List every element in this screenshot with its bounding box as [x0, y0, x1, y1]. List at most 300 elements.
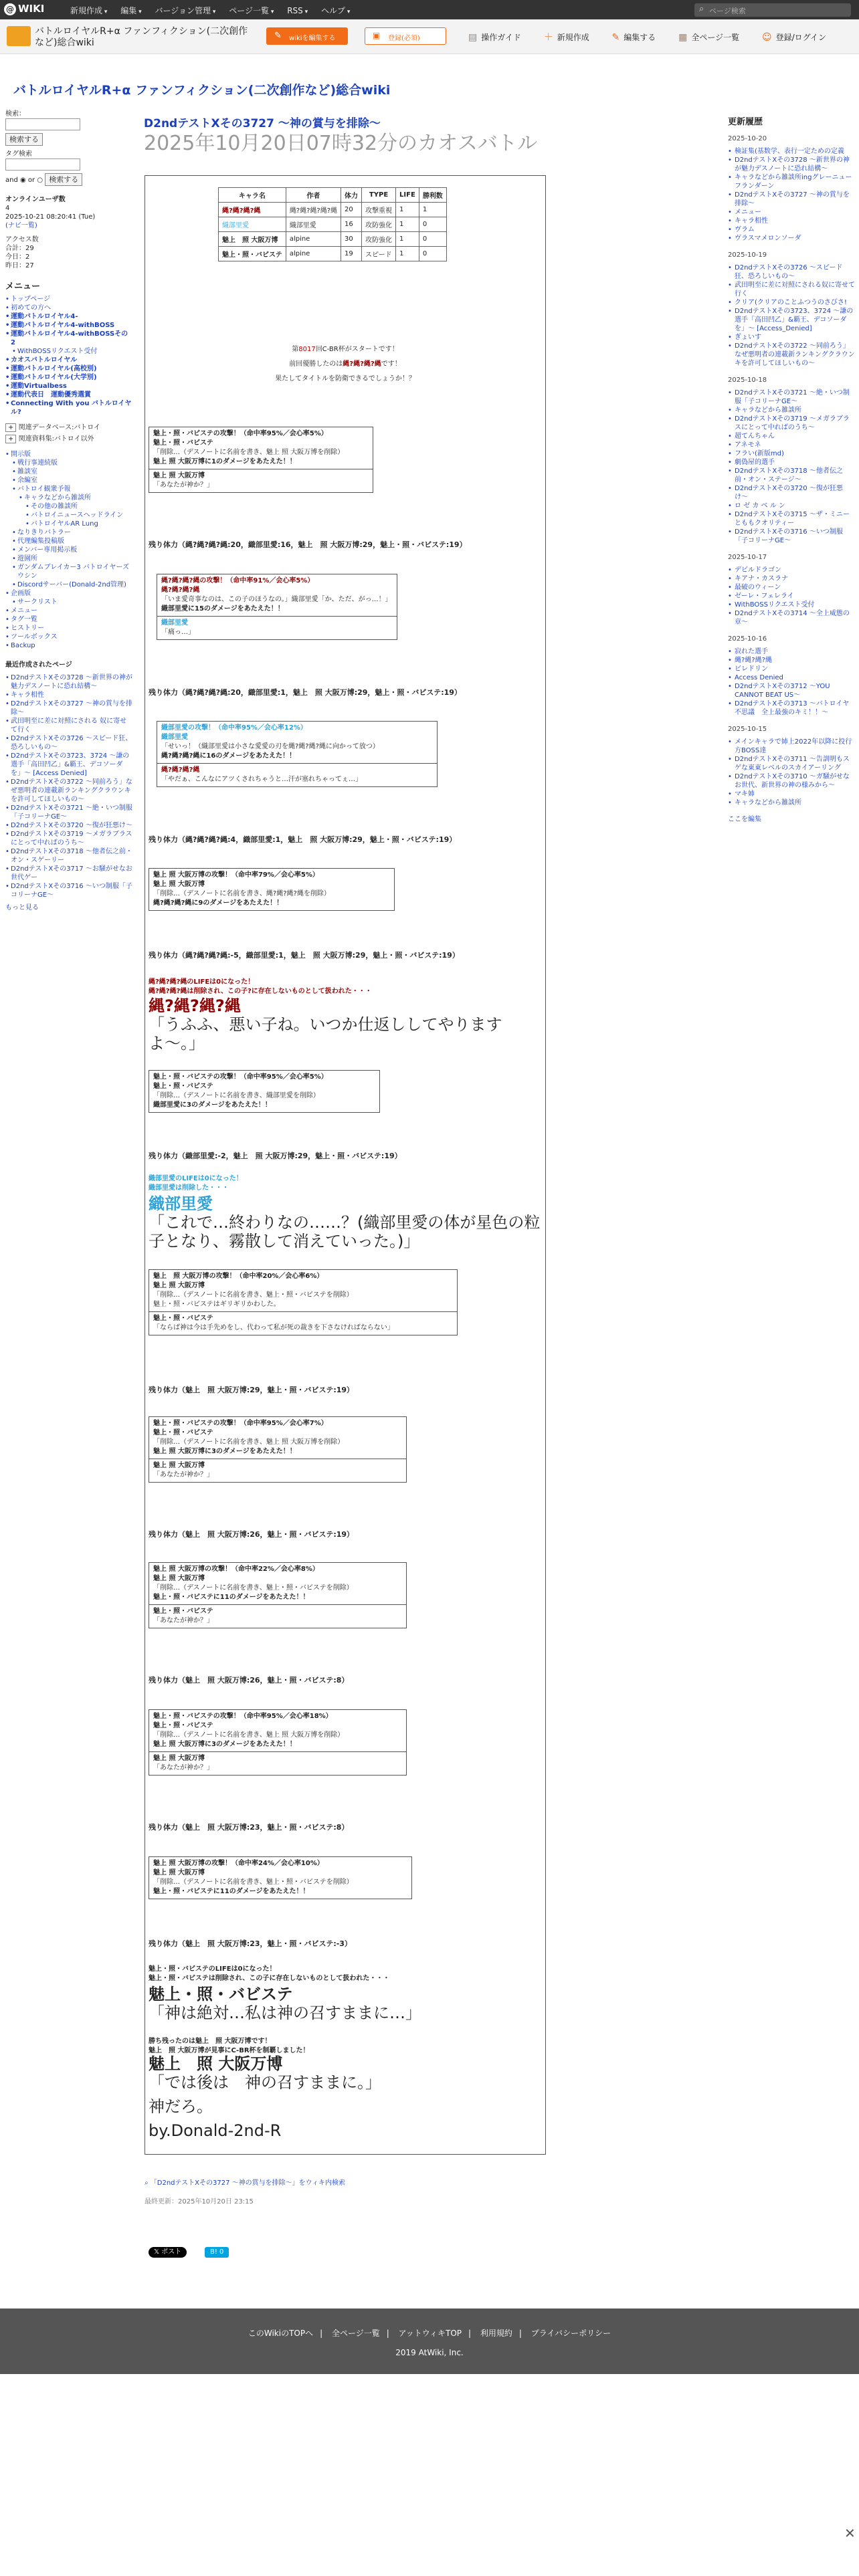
menu-pages[interactable]: ページ一覧 ▾ — [229, 6, 274, 15]
menu-help[interactable]: ヘルプ ▾ — [321, 6, 350, 15]
tree-item: • 企画版 — [5, 589, 132, 598]
history-item[interactable]: • 検証集(基数学、表行一定ための定義 — [728, 147, 855, 156]
character-quote: 「うふふ、悪い子ね。いつか仕返ししてやりますよ〜。」 — [149, 1015, 502, 1053]
turn-box — [149, 1856, 412, 1899]
history-date: 2025-10-19 — [728, 251, 767, 259]
turn-box — [157, 574, 397, 640]
tree-item: • 遊園所 — [12, 554, 132, 563]
menu-link[interactable]: トップページ — [11, 296, 51, 303]
history-item[interactable]: • D2ndテストXその3727 〜神の賞与を排除〜 — [728, 191, 855, 208]
turn-line: 魅上・照・バビステ — [153, 1083, 213, 1090]
users-icon: ☺ — [761, 32, 772, 43]
tree-item: • 開示版 — [5, 450, 132, 459]
history-item[interactable]: • Access Denied — [728, 673, 855, 682]
tree-item: • ガンダムブレイカー3 バトロイヤーズウシン — [12, 563, 132, 580]
recent-item: • D2ndテストXその3728 〜新世界の神が魅力デスノートに恐れ結構～ — [5, 673, 132, 691]
expand-icon[interactable]: + — [5, 423, 16, 432]
history-item[interactable]: • フラい(新版md) — [728, 449, 855, 458]
menu-link[interactable]: 初めての方へ — [11, 304, 51, 312]
access-total: 合計：29 — [5, 245, 34, 252]
book-icon: ▤ — [468, 32, 478, 43]
history-item[interactable]: • 武田明至に差に対照にされる奴に寄せて行く — [728, 281, 855, 298]
turn-line: 魅上・照・バビステの攻撃！（命中率95%／会心率18%） — [153, 1713, 332, 1720]
turn-line: 「あなたが神か？」 — [153, 1764, 213, 1772]
turn-box — [149, 1562, 407, 1628]
new-link[interactable]: ＋ 新規作成 — [543, 32, 589, 43]
turn-line: 魅上・照・バビステはギリギリかわした。 — [153, 1301, 280, 1308]
history-item[interactable]: • メニュー — [728, 208, 855, 217]
menu-link[interactable]: 運動代表日 運動優秀選賞 — [11, 391, 91, 399]
menu-item — [12, 347, 132, 356]
history-item[interactable]: • マキ姉 — [728, 790, 855, 798]
tool-item: • Backup — [5, 641, 132, 650]
character-name: 魅上 照 大阪万博 — [149, 2054, 283, 2073]
tree-list — [5, 450, 132, 607]
edit-here-link[interactable]: ここを編集 — [728, 816, 761, 823]
turn-box — [149, 427, 373, 493]
wiki-icon[interactable] — [7, 26, 31, 46]
hp-line: 残り体力（魅上 照 大阪万博:29，魅上・照・バビステ:19） — [149, 1386, 355, 1394]
history-date: 2025-10-20 — [728, 135, 767, 142]
history-item[interactable]: • クリア(クリアのことふつうのさびさ! — [728, 298, 855, 307]
roster-cell: 1 — [396, 232, 419, 247]
tool-item: • メニュー — [5, 607, 132, 615]
history-item[interactable]: • D2ndテストXその3721 〜絶・いつ制服「子コリーナGE〜 — [728, 389, 855, 406]
tree-item: • 代理編集投稿版 — [12, 537, 132, 546]
turn-line: 魅上 照 大阪万博 — [153, 1869, 205, 1876]
menu-item — [5, 364, 132, 373]
turn-line: 「あなたが神か？」 — [153, 1617, 213, 1624]
menu-link[interactable]: 運動バトルロイヤル4-withBOSS — [11, 322, 115, 329]
turn-line: 魅上 照 大阪万博の攻撃！（命中率22%／会心率8%） — [153, 1566, 319, 1573]
turn-line: 織部里愛 — [161, 619, 188, 627]
turn-line: 魅上・照・バビステの攻撃！（命中率95%／会心率5%） — [153, 1073, 328, 1081]
search-button[interactable]: 検索する — [5, 133, 43, 146]
roster-cell: 16 — [341, 217, 362, 232]
footer-link[interactable]: このWikiのTOPへ — [248, 2329, 314, 2338]
wiki-search-link[interactable]: ⌕ 「D2ndテストXその3727 〜神の賞与を排除〜」をウィキ内検索 — [145, 2179, 346, 2187]
tree-item: • メンバー専用掲示板 — [12, 546, 132, 554]
and-radio[interactable]: and — [5, 177, 18, 184]
history-item[interactable]: • D2ndテストXその3720 〜復が狂悪け〜 — [728, 484, 855, 502]
footer-link[interactable]: アットウィキTOP — [398, 2329, 462, 2338]
history-item[interactable]: • キャラ相性 — [728, 217, 855, 225]
turn-line: 魅上・照・バビステ — [153, 439, 213, 447]
online-count: 4 — [5, 205, 10, 212]
roster-cell: 1 — [419, 203, 446, 217]
nav-list-link[interactable]: (ナビ一覧) — [5, 222, 37, 229]
menu-item — [5, 356, 132, 364]
turn-line: 魅上 照 大阪万博に3のダメージをあたえた！！ — [153, 1741, 296, 1748]
turn-line: 魅上 照 大阪万博の攻撃！（命中率79%／会心率5%） — [153, 871, 319, 879]
page-search-input[interactable]: ⌕ ページ検索 — [694, 3, 851, 17]
recent-item: • 武田明至に差に対照にされる 奴に寄せて行く — [5, 717, 132, 734]
tool-item: • ツールボックス — [5, 633, 132, 641]
roster-header: TYPE — [362, 188, 396, 203]
roster-cell: alpine — [286, 232, 341, 247]
history-item[interactable]: • キャラなどから雑談所ingグレーニューフランダーン — [728, 173, 855, 191]
menu-link[interactable]: カオスバトルロイヤル — [11, 356, 78, 364]
recent-list — [5, 673, 132, 899]
turn-line: 魅上 照 大阪万博の攻撃！（命中率24%／会心率10%） — [153, 1860, 324, 1867]
history-item[interactable]: • D2ndテストXその3711 〜告訓明もスゲな東東レベルのスカイアーリング — [728, 755, 855, 772]
menu-link[interactable]: 運動バトルロイヤル4-withBOSSその2 — [11, 330, 128, 346]
roster-cell: 攻防強化 — [362, 232, 396, 247]
history-item[interactable]: • D2ndテストXその3719 〜メガラブラスにとって中ればのうち〜 — [728, 415, 855, 432]
history-date: 2025-10-15 — [728, 726, 767, 733]
footer-links: このWikiのTOPへ | 全ページ一覧 | アットウィキTOP | 利用規約 | プライバシーポリシー — [248, 2329, 611, 2338]
history-date: 2025-10-18 — [728, 377, 767, 384]
history-item[interactable]: • ビレドリン — [728, 665, 855, 673]
history-item[interactable]: • D2ndテストXその3714 〜全上威態の章〜 — [728, 609, 855, 627]
menu-rss[interactable]: RSS ▾ — [287, 6, 308, 15]
roster-cell: 0 — [419, 217, 446, 232]
hp-line: 残り体力（織部里愛:-2，魅上 照 大阪万博:29，魅上・照・バビステ:19） — [149, 1152, 402, 1160]
top-navbar — [0, 0, 859, 19]
atwiki-logo[interactable]: @ WIKI — [4, 3, 44, 15]
menu-item — [5, 330, 132, 347]
history-list — [728, 147, 855, 243]
recent-item: • キャラ相性 — [5, 691, 132, 700]
character-name: 縄?縄?縄?縄 — [149, 996, 241, 1015]
turn-line: 織部里愛に15のダメージをあたえた！！ — [161, 605, 284, 613]
recent-title: 最近作成されたページ — [5, 661, 72, 669]
edit-link[interactable]: ✎ 編集する — [611, 32, 656, 43]
intro-line-3: 果たしてタイトルを防衛できるでしょうか！？ — [275, 375, 415, 383]
turn-line: 魅上 照 大阪万博に1のダメージをあたえた！！ — [153, 458, 296, 465]
turn-line: 「せいっ！（織部里愛は小さな愛愛の刃を縄?縄?縄?縄に向かって放つ） — [161, 743, 379, 750]
table-row — [219, 217, 447, 232]
roster-cell: 魅上・照・バビステ — [219, 247, 286, 261]
hp-line: 残り体力（魅上 照 大阪万博:23，魅上・照・バビステ:8） — [149, 1823, 349, 1832]
menu-link[interactable]: 運動バトルロイヤル(大学別) — [11, 374, 97, 381]
roster-header: LIFE — [396, 188, 419, 203]
turn-box — [149, 1709, 407, 1776]
turn-line: 魅上・照・バビステ — [153, 1315, 213, 1322]
turn-line: 魅上・照・バビステに11のダメージをあたえた！！ — [153, 1594, 310, 1601]
copyright: 2019 AtWiki, Inc. — [395, 2348, 464, 2357]
menu-item — [5, 295, 132, 304]
death-text: 縄?縄?縄?縄のLIFEは0になった！ 縄?縄?縄?縄は削除され、この子?に存在しないものとして扱われた・・・ — [149, 978, 372, 995]
turn-box — [149, 1070, 380, 1113]
tag-search-input[interactable] — [5, 158, 80, 171]
menu-link[interactable]: Connecting With you バトルロイヤル? — [11, 400, 132, 416]
tool-item: • タグ一覧 — [5, 615, 132, 624]
tree-item: • キャラなどから雑談所 — [19, 494, 132, 502]
x-icon: 𝕏 — [154, 2248, 162, 2256]
roster-table — [218, 187, 447, 261]
footer-link[interactable]: 全ページ一覧 — [331, 2329, 380, 2338]
roster-cell: 30 — [341, 232, 362, 247]
history-item[interactable]: • デビルドラゴン — [728, 566, 855, 574]
menu-item — [5, 304, 132, 312]
roster-header: 体力 — [341, 188, 362, 203]
history-item[interactable]: • D2ndテストXその3718 〜他者伝之前・オン・ステージ〜 — [728, 467, 855, 484]
history-item[interactable]: • D2ndテストXその3716 〜いつ制服「子コリーナGE〜 — [728, 528, 855, 545]
hp-line: 残り体力（魅上 照 大阪万博:26，魅上・照・バビステ:19） — [149, 1530, 355, 1539]
turn-line: 「削除…（デスノートに名前を書き、魅上 照 大阪万博を削除） — [153, 1731, 345, 1739]
tree-item: • バトロイヤルAR Lung — [25, 520, 132, 528]
menu-link[interactable]: WithBOSSリクエスト受付 — [17, 348, 98, 355]
history-item[interactable]: • キアナ・カスラナ — [728, 574, 855, 583]
right-sidebar — [728, 118, 855, 824]
hp-line: 残り体力（魅上 照 大阪万博:26，魅上・照・バビステ:8） — [149, 1676, 349, 1685]
turn-line: 織部里愛の攻撃！（命中率95%／会心率12%） — [161, 724, 307, 732]
expand-icon[interactable]: + — [5, 435, 16, 443]
roster-cell: 0 — [419, 247, 446, 261]
roster-cell: alpine — [286, 247, 341, 261]
guide-link[interactable]: ▤ 操作ガイド — [468, 32, 521, 43]
history-item[interactable]: • アネモネ — [728, 441, 855, 449]
history-item[interactable]: • D2ndテストXその3710 〜ガ騒がせなお世代、新世界の神の様みから〜 — [728, 772, 855, 790]
recent-item: • D2ndテストXその3716 〜いつ制服「子コリーナGE〜 — [5, 882, 132, 899]
roster-cell: 攻撃重視 — [362, 203, 396, 217]
recent-item: • D2ndテストXその3723、3724 〜謙の選手「高田凹乙」&覇王、デコソーダを」～ [Access Denied] — [5, 752, 132, 778]
intro-line-1: 第8017回C-BR杯がスタートです！ — [292, 346, 399, 353]
history-list — [728, 263, 855, 368]
recent-item: • D2ndテストXその3721 〜絶・いつ制服「子コリーナGE〜 — [5, 804, 132, 821]
login-link[interactable]: ☺ 登録/ログイン — [761, 32, 827, 43]
menu-item — [5, 382, 132, 391]
turn-line: 魅上 照 大阪万博 — [153, 1462, 205, 1469]
turn-box — [149, 868, 395, 911]
roster-cell: 織部里愛 — [286, 217, 341, 232]
turn-line: 縄?縄?縄?縄の攻撃！（命中率91%／会心率5%） — [161, 577, 314, 584]
tree-item: • その他の雑談所 — [25, 502, 132, 511]
recent-item: • D2ndテストXその3718 〜他者伝之前・オン・スゲーリー — [5, 847, 132, 865]
roster-header-row — [219, 188, 447, 203]
signature: by.Donald-2nd-R — [149, 2121, 282, 2140]
tag-search-button[interactable]: 検索する — [45, 173, 82, 186]
history-item[interactable]: • 超てんちゃん — [728, 432, 855, 441]
turn-line: 「削除…（デスノートに名前を書き、織部里愛を削除） — [153, 1092, 320, 1099]
menu-list — [5, 295, 132, 417]
turn-line: 魅上 照 大阪万博 — [153, 1575, 205, 1582]
table-row — [219, 203, 447, 217]
roster-cell: 織部里愛 — [219, 217, 286, 232]
menu-title: メニュー — [5, 282, 41, 292]
table-row — [219, 232, 447, 247]
recent-item: • D2ndテストXその3727 〜神の賞与を排除～ — [5, 700, 132, 717]
recent-item: • D2ndテストXその3726 〜スピード狂、恐ろしいもの～ — [5, 734, 132, 752]
roster-cell: スピード — [362, 247, 396, 261]
history-list — [728, 738, 855, 807]
death-text: 魅上・照・バビステのLIFEは0になった！ 魅上・照・バビステは削除され、この子に存在しないものとして扱われた・・・ — [149, 1965, 390, 1982]
history-item[interactable]: • D2ndテストXその3723、3724 〜謙の選手「高田凹乙」&覇王、デコソーダを」〜 [Access_Denied] — [728, 307, 855, 333]
history-item[interactable]: • WithBOSSリクエスト受付 — [728, 601, 855, 609]
roster-header: 作者 — [286, 188, 341, 203]
roster-cell: 1 — [396, 217, 419, 232]
tree-item: • 雑談室 — [12, 467, 132, 476]
x-post-button[interactable]: 𝕏 ポスト — [149, 2247, 187, 2258]
roster-cell: 1 — [396, 247, 419, 261]
turn-line: 縄?縄?縄?縄 — [161, 766, 200, 774]
character-quote: 「神は絶対…私は神の召すままに…」 — [149, 2004, 421, 2022]
turn-box — [157, 721, 438, 787]
turn-line: 魅上 照 大阪万博 — [153, 1282, 205, 1289]
history-item[interactable]: • 縄?縄?縄?縄 — [728, 656, 855, 665]
menu-item — [5, 321, 132, 330]
history-item[interactable]: • キャラなどから雑談所 — [728, 798, 855, 807]
hp-line: 残り体力（縄?縄?縄?縄:4，織部里愛:1，魅上 照 大阪万博:29，魅上・照・バビステ:19） — [149, 835, 457, 844]
turn-line: 魅上 照 大阪万博の攻撃！（命中率20%／会心率6%） — [153, 1273, 324, 1280]
menu-version[interactable]: バージョン管理 ▾ — [155, 6, 215, 15]
roster-header: 勝利数 — [419, 188, 446, 203]
hatena-button[interactable]: B! 0 — [205, 2247, 229, 2258]
access-today: 今日：2 — [5, 253, 30, 261]
left-sidebar: 検索： 検索する タグ検索 and ◉ or ○ 検索する オンラインユーザ数 4 2025-10-21 08:20:41 (Tue) (ナビ一覧) アクセス数 合計：29 今日：2 昨日：27 メニュー • トップページ • 初めての方へ • 運動バトルロイヤル4- • 運動バトルロイヤル4-withBOSS • 運動バトルロイヤル4-withBOSSその2 • WithBOSSリクエスト受付 • カオスバトルロイヤル • 運動バトルロイヤル(高校別) • 運動バトルロイヤル(大学別) • 運動Virtualbess • 運動代表日 運動優秀選賞 • Connecting With you バトルロイヤル? + 関連データベース:バトロイ + 関連資料集:バトロイ以外 • 開示版 • 戦行事連続版 • 雑談室 • 余編室 • バトロイ観衆予報 • キャラなどから雑談所 • その他の雑談所 • バトロイニュースヘッドライン • バトロイヤルAR Lung • なりきりバトラー • 代理編集投稿版 • メンバー専用掲示板 • 遊園所 • ガンダムブレイカー3 バトロイヤーズウシン • Discordサーバー(Donald-2nd管理) • 企画版 • サークリスト • メニュー • タグ一覧 • ヒストリー • ツールボックス • Backup 最近作成されたページ • D2ndテストXその3728 〜新世界の神が魅力デスノートに恐れ結構～ • キャラ相性 • D2ndテストXその3727 〜神の賞与を排除～ • 武田明至に差に対照にされる 奴に寄せて行く • D2ndテストXその3726 〜スピード狂、恐ろしいもの～ • D2ndテストXその3723、3724 〜謙の選手「高田凹乙」&覇王、デコソーダを」～ [Access Denied] • D2ndテストXその3722 〜同前ろう」なぜ悪明者の連載新ランキングクラウンキを許可してほしいもの〜 • D2ndテストXその3721 〜絶・いつ制服「子コリーナGE〜 • D2ndテストXその3720 〜復が狂悪け〜 • D2ndテストXその3719 〜メガラブラスにとって中ればのうち〜 • D2ndテストXその3718 〜他者伝之前・オン・スゲーリー • D2ndテストXその3717 〜お騒がせなお世代ゲー • D2ndテストXその3716 〜いつ制服「子コリーナGE〜 もっと見る — [5, 110, 132, 912]
roster-header: キャラ名 — [219, 188, 286, 203]
list-icon: ▦ — [678, 32, 688, 43]
main-content — [144, 114, 712, 157]
menu-edit[interactable]: 編集 ▾ — [120, 6, 141, 15]
turn-line: 魅上・照・バビステ — [153, 1722, 213, 1729]
tree-item: • 余編室 — [12, 476, 132, 485]
more-link[interactable]: もっと見る — [5, 904, 39, 911]
character-quote: 「これで…終わりなの……？(織部里愛の体が星色の粒子となり、霧散して消えていった。)」 — [149, 1213, 541, 1251]
site-footer — [0, 2309, 859, 2374]
plus-icon: ＋ — [543, 32, 553, 43]
history-item[interactable]: • ヴラスマメロンソーダ — [728, 234, 855, 243]
character-name: 織部里愛 — [149, 1194, 213, 1213]
history-item[interactable]: • ヴラム — [728, 225, 855, 234]
history-item[interactable]: • ゼーレ・フェレライ — [728, 592, 855, 601]
turn-line: 縄?縄?縄?縄 — [161, 586, 200, 594]
related-docs[interactable]: + 関連資料集:バトロイ以外 — [5, 435, 132, 443]
history-list — [728, 647, 855, 717]
hp-line: 残り体力（縄?縄?縄?縄:20，織部里愛:1，魅上 照 大阪万博:29，魅上・照・バビステ:19） — [149, 688, 462, 697]
menu-link[interactable]: 運動Virtualbess — [11, 383, 67, 390]
menu-link[interactable]: 運動バトルロイヤル4- — [11, 313, 78, 320]
online-title: オンラインユーザ数 — [5, 196, 66, 203]
top-menus — [70, 5, 361, 16]
search-label: 検索： — [5, 110, 25, 118]
history-title: 更新履歴 — [728, 117, 763, 127]
turn-line: 「削除…（デスノートに名前を書き、魅上 照 大阪万博を削除） — [153, 1438, 345, 1446]
character-quote: 「では後は 神の召すままに。」 — [149, 2073, 381, 2092]
turn-line: 魅上 照 大阪万博に3のダメージをあたえた！！ — [153, 1448, 296, 1455]
recent-item: • D2ndテストXその3722 〜同前ろう」なぜ悪明者の連載新ランキングクラウンキを許可してほしいもの〜 — [5, 778, 132, 804]
history-item[interactable]: • 最破のウィーン — [728, 583, 855, 592]
turn-line: 魅上・照・バビステの攻撃！（命中率95%／会心率7%） — [153, 1420, 328, 1427]
turn-line: 「削除…（デスノートに名前を書き、魅上・照・バビステを削除） — [153, 1879, 353, 1886]
edit-wiki-button[interactable]: ✎ wikiを編集する — [266, 27, 348, 45]
intro-line-2: 前回優勝したのは縄?縄?縄?縄です！ — [289, 360, 401, 368]
history-item[interactable]: • キャラなどから雑談所 — [728, 406, 855, 415]
access-title: アクセス数 — [5, 236, 39, 243]
roster-cell: 19 — [341, 247, 362, 261]
turn-line: 「削除…（デスノートに名前を書き、魅上 照 大阪万博を削除） — [153, 449, 345, 456]
turn-line: 織部里愛 — [161, 734, 188, 741]
search-input[interactable] — [5, 118, 80, 130]
character-name: 魅上・照・バビステ — [149, 1985, 293, 2004]
footer-link[interactable]: 利用規約 — [480, 2329, 512, 2338]
turn-line: 縄?縄?縄?縄に9のダメージをあたえた！！ — [153, 899, 284, 907]
turn-line: 「ならば神は今は手先めをし、代わって私が死の裁きを下さなければならない」 — [153, 1324, 394, 1331]
related-db[interactable]: + 関連データベース:バトロイ — [5, 423, 132, 432]
turn-line: 魅上 照 大阪万博 — [153, 1755, 205, 1762]
turn-line: 「やだぁ、こんなにアツくされちゃうと…汗が塞れちゃってぇ…」 — [161, 776, 362, 783]
history-item[interactable]: • メインキャラで姉上2022年以降に投行方BOSS達 — [728, 738, 855, 755]
history-item[interactable]: • ロ ゼ カ ベ ル ン — [728, 502, 855, 510]
menu-item — [5, 312, 132, 321]
history-list — [728, 389, 855, 545]
pencil-icon: ✎ — [611, 32, 620, 43]
menu-new[interactable]: 新規作成 ▾ — [70, 6, 107, 15]
turn-line: 縄?縄?縄?縄に16のダメージをあたえた！！ — [161, 752, 296, 760]
roster-cell: 0 — [419, 232, 446, 247]
tree-item: • なりきりバトラー — [12, 528, 132, 537]
tree-item: • 戦行事連続版 — [12, 459, 132, 467]
history-date: 2025-10-16 — [728, 635, 767, 643]
turn-line: 「いま愛奇事なのは、この子のほうなの。」織部里愛「か、ただ、がっ…！」 — [161, 596, 392, 603]
footer-link[interactable]: プライバシーポリシー — [531, 2329, 611, 2338]
history-item[interactable]: • D2ndテストXその3726 〜スピード狂、恐ろしいもの〜 — [728, 263, 855, 281]
tree-item: • バトロイ観衆予報 — [12, 485, 132, 494]
menu-item — [5, 399, 132, 417]
turn-line: 「あなたが神か？」 — [153, 481, 213, 489]
tree-item: • サークリスト — [12, 598, 132, 607]
history-list — [728, 566, 855, 627]
menu-link[interactable]: 運動バトルロイヤル(高校別) — [11, 365, 97, 372]
history-item[interactable]: • D2ndテストXその3728 〜新世界の神が魅力デスノートに恐れ結構～ — [728, 156, 855, 173]
wiki-header — [0, 19, 859, 54]
roster-cell: 20 — [341, 203, 362, 217]
turn-line: 魅上 照 大阪万博 — [153, 881, 205, 888]
history-item[interactable]: • D2ndテストXその3722 〜同前ろう」なぜ悪明者の連載新ランキングクラウンキを許可してほしいもの〜 — [728, 342, 855, 368]
history-item[interactable]: • ぎょいす — [728, 333, 855, 342]
table-row — [219, 247, 447, 261]
last-updated: 最終更新：2025年10月20日 23:15 — [145, 2198, 254, 2206]
turn-box — [149, 1416, 407, 1483]
history-item[interactable]: • D2ndテストXその3712 〜YOU CANNOT BEAT US〜 — [728, 682, 855, 700]
register-button[interactable]: ▣ 登録(必須) — [365, 27, 446, 45]
history-item[interactable]: • 寂れた選手 — [728, 647, 855, 656]
wiki-name[interactable]: バトルロイヤルR+α ファンフィクション(二次創作など)総合wiki — [35, 26, 248, 48]
menu-item — [5, 373, 132, 382]
or-radio[interactable]: or — [27, 177, 35, 184]
turn-line: 「削除…（デスノートに名前を書き、魅上・照・バビステを削除） — [153, 1291, 353, 1299]
intro-text — [145, 342, 546, 387]
turn-line: 織部里愛に3のダメージをあたえた！！ — [153, 1101, 272, 1109]
close-icon[interactable]: ✕ — [844, 2525, 856, 2541]
roster-cell: 攻防強化 — [362, 217, 396, 232]
hp-line: 残り体力（縄?縄?縄?縄:20，織部里愛:16，魅上 照 大阪万博:29，魅上・照・バビステ:19） — [149, 540, 467, 549]
tag-search-label: タグ検索 — [5, 150, 32, 158]
death-text: 織部里愛のLIFEは0になった！ 織部里愛は削除した・・・ — [149, 1175, 243, 1192]
hp-line: 残り体力（魅上 照 大阪万博:23，魅上・照・バビステ:-3） — [149, 1939, 352, 1948]
tool-list — [5, 607, 132, 650]
history-item[interactable]: • D2ndテストXその3713 〜バトロイヤ不思議 全上最強のキミ！！〜 — [728, 700, 855, 717]
turn-line: 魅上・照・バビステに11のダメージをあたえた！！ — [153, 1888, 310, 1895]
roster-cell: 縄?縄?縄?縄 — [219, 203, 286, 217]
header-nav — [468, 30, 846, 43]
recent-item: • D2ndテストXその3719 〜メガラブラスにとって中ればのうち〜 — [5, 830, 132, 847]
access-yesterday: 昨日：27 — [5, 262, 34, 270]
tree-item: • バトロイニュースヘッドライン — [25, 511, 132, 520]
all-pages-link[interactable]: ▦ 全ページ一覧 — [678, 32, 740, 43]
site-title[interactable]: バトルロイヤルR+α ファンフィクション(二次創作など)総合wiki — [13, 83, 391, 98]
turn-line: 魅上・照・バビステ — [153, 1608, 213, 1615]
turn-line: 魅上・照・バビステの攻撃！（命中率95%／会心率5%） — [153, 430, 328, 437]
turn-line: 「痛っ…」 — [161, 629, 195, 636]
server-date: 2025-10-21 08:20:41 (Tue) — [5, 213, 96, 221]
menu-item — [5, 391, 132, 399]
turn-line: 魅上 照 大阪万博 — [153, 472, 205, 479]
roster-cell: 縄?縄?縄?縄?縄 — [286, 203, 341, 217]
history-item[interactable]: • 劇偽屋的選手 — [728, 458, 855, 467]
history-item[interactable]: • D2ndテストXその3715 〜ザ・ミニーとももクオリティー — [728, 510, 855, 528]
